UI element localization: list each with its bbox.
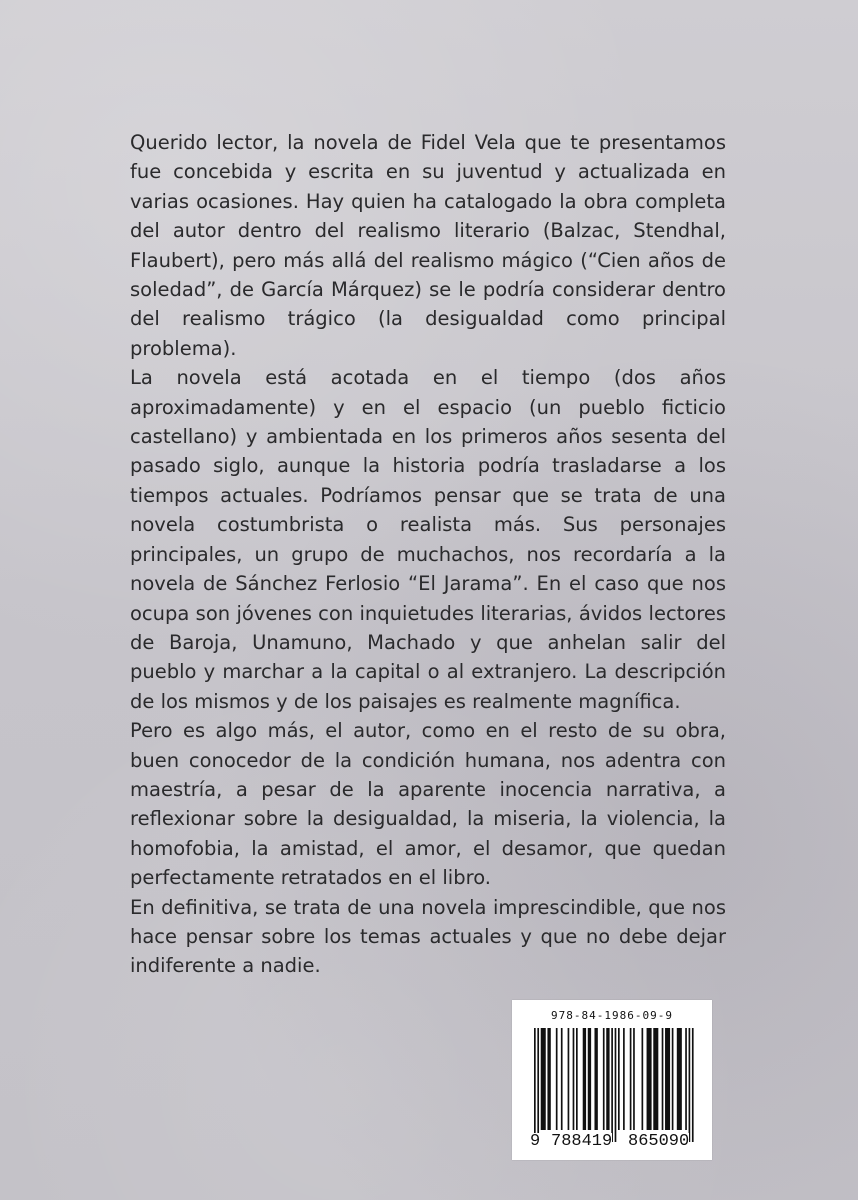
synopsis-paragraph-4: En definitiva, se trata de una novela imprescindible, que nos hace pensar sobre los temas actuales y que no debe dejar indiferente a nadie. <box>130 895 726 978</box>
barcode-bar <box>665 1028 670 1130</box>
barcode-bar <box>630 1028 632 1130</box>
barcode-bar <box>568 1028 570 1130</box>
barcode-bar <box>573 1028 575 1130</box>
barcode-bar <box>662 1028 664 1130</box>
synopsis-paragraph-3: Pero es algo más, el autor, como en el resto de su obra, buen conocedor de la condición humana, nos adentra con maestría, a pesar de la aparente inocencia narrativa, a reflexionar sobre la desigualdad, la miseria, la violencia, la homofobia, la amistad, el amor, el desamor, que quedan perfectamente retratados en el libro. <box>130 719 726 890</box>
synopsis-paragraph-1: Querido lector, la novela de Fidel Vela que te presentamos fue concebida y escrita en su juventud y actualizada en varias ocasiones. Hay quien ha catalogado la obra completa del autor dentro del realismo literario (Balzac, Stendhal, Flaubert), pero más allá del realismo mágico (“Cien años de soledad”, de García Márquez) se le podría considerar dentro del realismo trágico (la desigualdad como principal problema). <box>130 131 726 360</box>
barcode-bar <box>623 1028 625 1130</box>
barcode-bar <box>692 1028 694 1142</box>
barcode-digits-right: 865090 <box>628 1132 690 1151</box>
barcode-bar <box>537 1028 539 1142</box>
barcode-bar <box>615 1028 617 1142</box>
barcode-bar <box>642 1028 644 1130</box>
barcode-bar <box>685 1028 687 1130</box>
barcode-bar <box>556 1028 558 1130</box>
barcode-bar <box>576 1028 578 1130</box>
barcode-bar <box>633 1028 635 1130</box>
ean13-barcode <box>522 1028 702 1146</box>
barcode-bar <box>647 1028 652 1130</box>
barcode-bar <box>547 1028 550 1130</box>
barcode-bar <box>561 1028 563 1130</box>
barcode-bar <box>672 1028 674 1130</box>
barcode-digits-left: 788419 <box>551 1132 613 1151</box>
barcode-bar <box>583 1028 586 1130</box>
barcode-bar <box>618 1028 620 1130</box>
barcode-bar <box>594 1028 597 1130</box>
barcode-bar <box>677 1028 682 1130</box>
barcode-bar <box>603 1028 605 1130</box>
isbn-number: 978-84-1986-09-9 <box>551 1009 673 1022</box>
synopsis-paragraph-2: La novela está acotada en el tiempo (dos años aproximadamente) y en el espacio (un pueblo ficticio castellano) y ambientada en los primeros años sesenta del pasado siglo, aunque la historia podría trasladarse a los tiempos actuales. Podríamos pensar que se trata de una novela costumbrista o realista más. Sus personajes principales, un grupo de muchachos, nos recordaría a la novela de Sánchez Ferlosio “El Jarama”. En el caso que nos ocupa son jóvenes con inquietudes literarias, ávidos lectores de Baroja, Unamuno, Machado y que anhelan salir del pueblo y marchar a la capital o al extranjero. La descripción de los mismos y de los paisajes es realmente magnífica. <box>130 366 726 713</box>
barcode-bar <box>541 1028 546 1130</box>
barcode-bar <box>606 1028 609 1130</box>
synopsis-text <box>130 128 726 981</box>
barcode-bar <box>588 1028 591 1130</box>
barcode-bar <box>689 1028 691 1142</box>
isbn-barcode-label <box>512 1000 712 1160</box>
barcode-bar <box>611 1028 613 1142</box>
barcode-bar <box>534 1028 536 1142</box>
barcode-bar <box>653 1028 658 1130</box>
barcode-digit-first: 9 <box>530 1132 541 1151</box>
